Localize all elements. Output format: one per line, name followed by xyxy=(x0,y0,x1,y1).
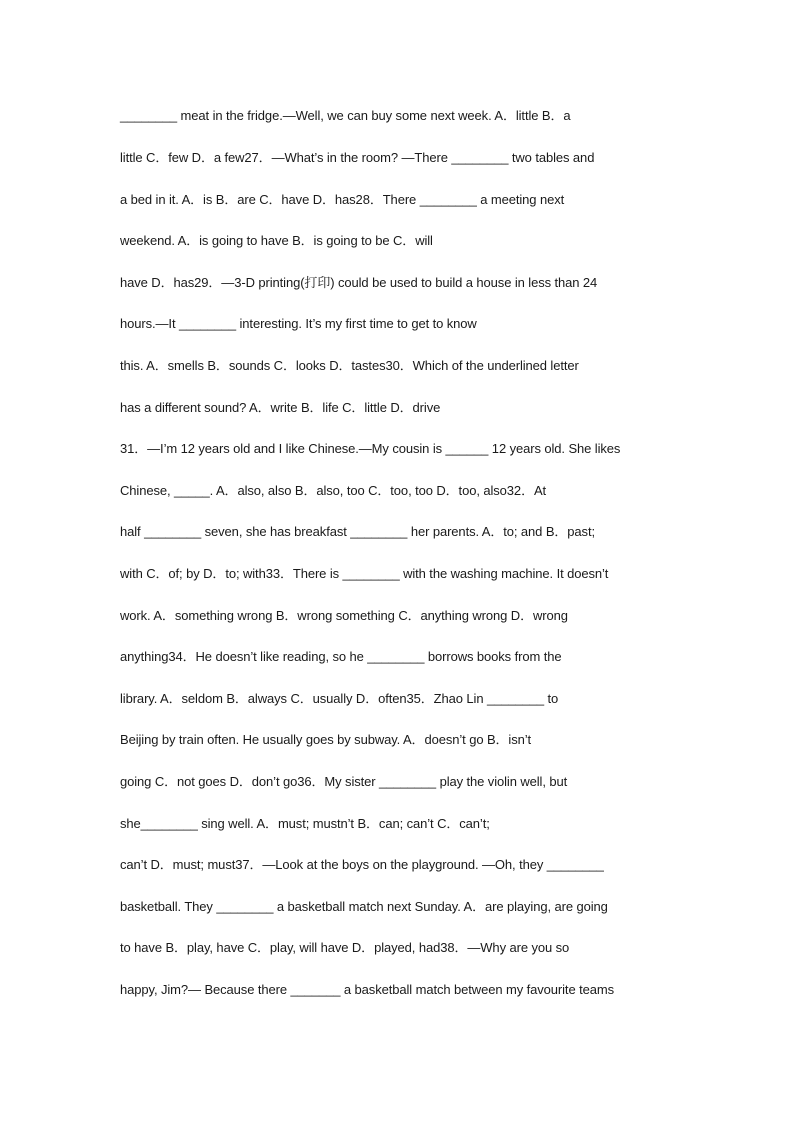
text-line: have D．has29．—3-D printing(打印) could be used to build a house in less than 24 xyxy=(120,275,598,290)
text-line: has a different sound? A．write B．life C．little D．drive xyxy=(120,400,441,415)
text-line: a bed in it. A．is B．are C．have D．has28．There ________ a meeting next xyxy=(120,192,565,207)
text-line: she________ sing well. A．must; mustn’t B．can; can’t C．can’t; xyxy=(120,816,490,831)
text-line: to have B．play, have C．play, will have D．played, had38．—Why are you so xyxy=(120,940,570,955)
text-line: Beijing by train often. He usually goes by subway. A．doesn’t go B．isn’t xyxy=(120,732,532,747)
text-line: can’t D．must; must37．—Look at the boys on the playground. —Oh, they ________ xyxy=(120,857,604,872)
text-line: ________ meat in the fridge.—Well, we can buy some next week. A．little B．a xyxy=(120,108,571,123)
text-line: little C．few D．a few27．—What’s in the room? —There ________ two tables and xyxy=(120,150,595,165)
text-line: anything34．He doesn’t like reading, so he ________ borrows books from the xyxy=(120,649,562,664)
text-line: this. A．smells B．sounds C．looks D．tastes30．Which of the underlined letter xyxy=(120,358,579,373)
text-line: hours.—It ________ interesting. It’s my first time to get to know xyxy=(120,316,477,331)
text-line: weekend. A．is going to have B．is going to be C．will xyxy=(120,233,433,248)
text-line: library. A．seldom B．always C．usually D．often35．Zhao Lin ________ to xyxy=(120,691,559,706)
text-line: going C．not goes D．don’t go36．My sister ________ play the violin well, but xyxy=(120,774,568,789)
text-line: 31．—I’m 12 years old and I like Chinese.—My cousin is ______ 12 years old. She likes xyxy=(120,441,621,456)
text-line: work. A．something wrong B．wrong something C．anything wrong D．wrong xyxy=(120,608,568,623)
text-line: with C．of; by D．to; with33．There is ________ with the washing machine. It doesn’t xyxy=(120,566,609,581)
text-line: basketball. They ________ a basketball match next Sunday. A．are playing, are going xyxy=(120,899,608,914)
text-line: Chinese, _____. A．also, also B．also, too C．too, too D．too, also32．At xyxy=(120,483,547,498)
text-line: half ________ seven, she has breakfast ________ her parents. A．to; and B．past; xyxy=(120,524,595,539)
text-line: happy, Jim?— Because there _______ a basketball match between my favourite teams xyxy=(120,982,614,997)
